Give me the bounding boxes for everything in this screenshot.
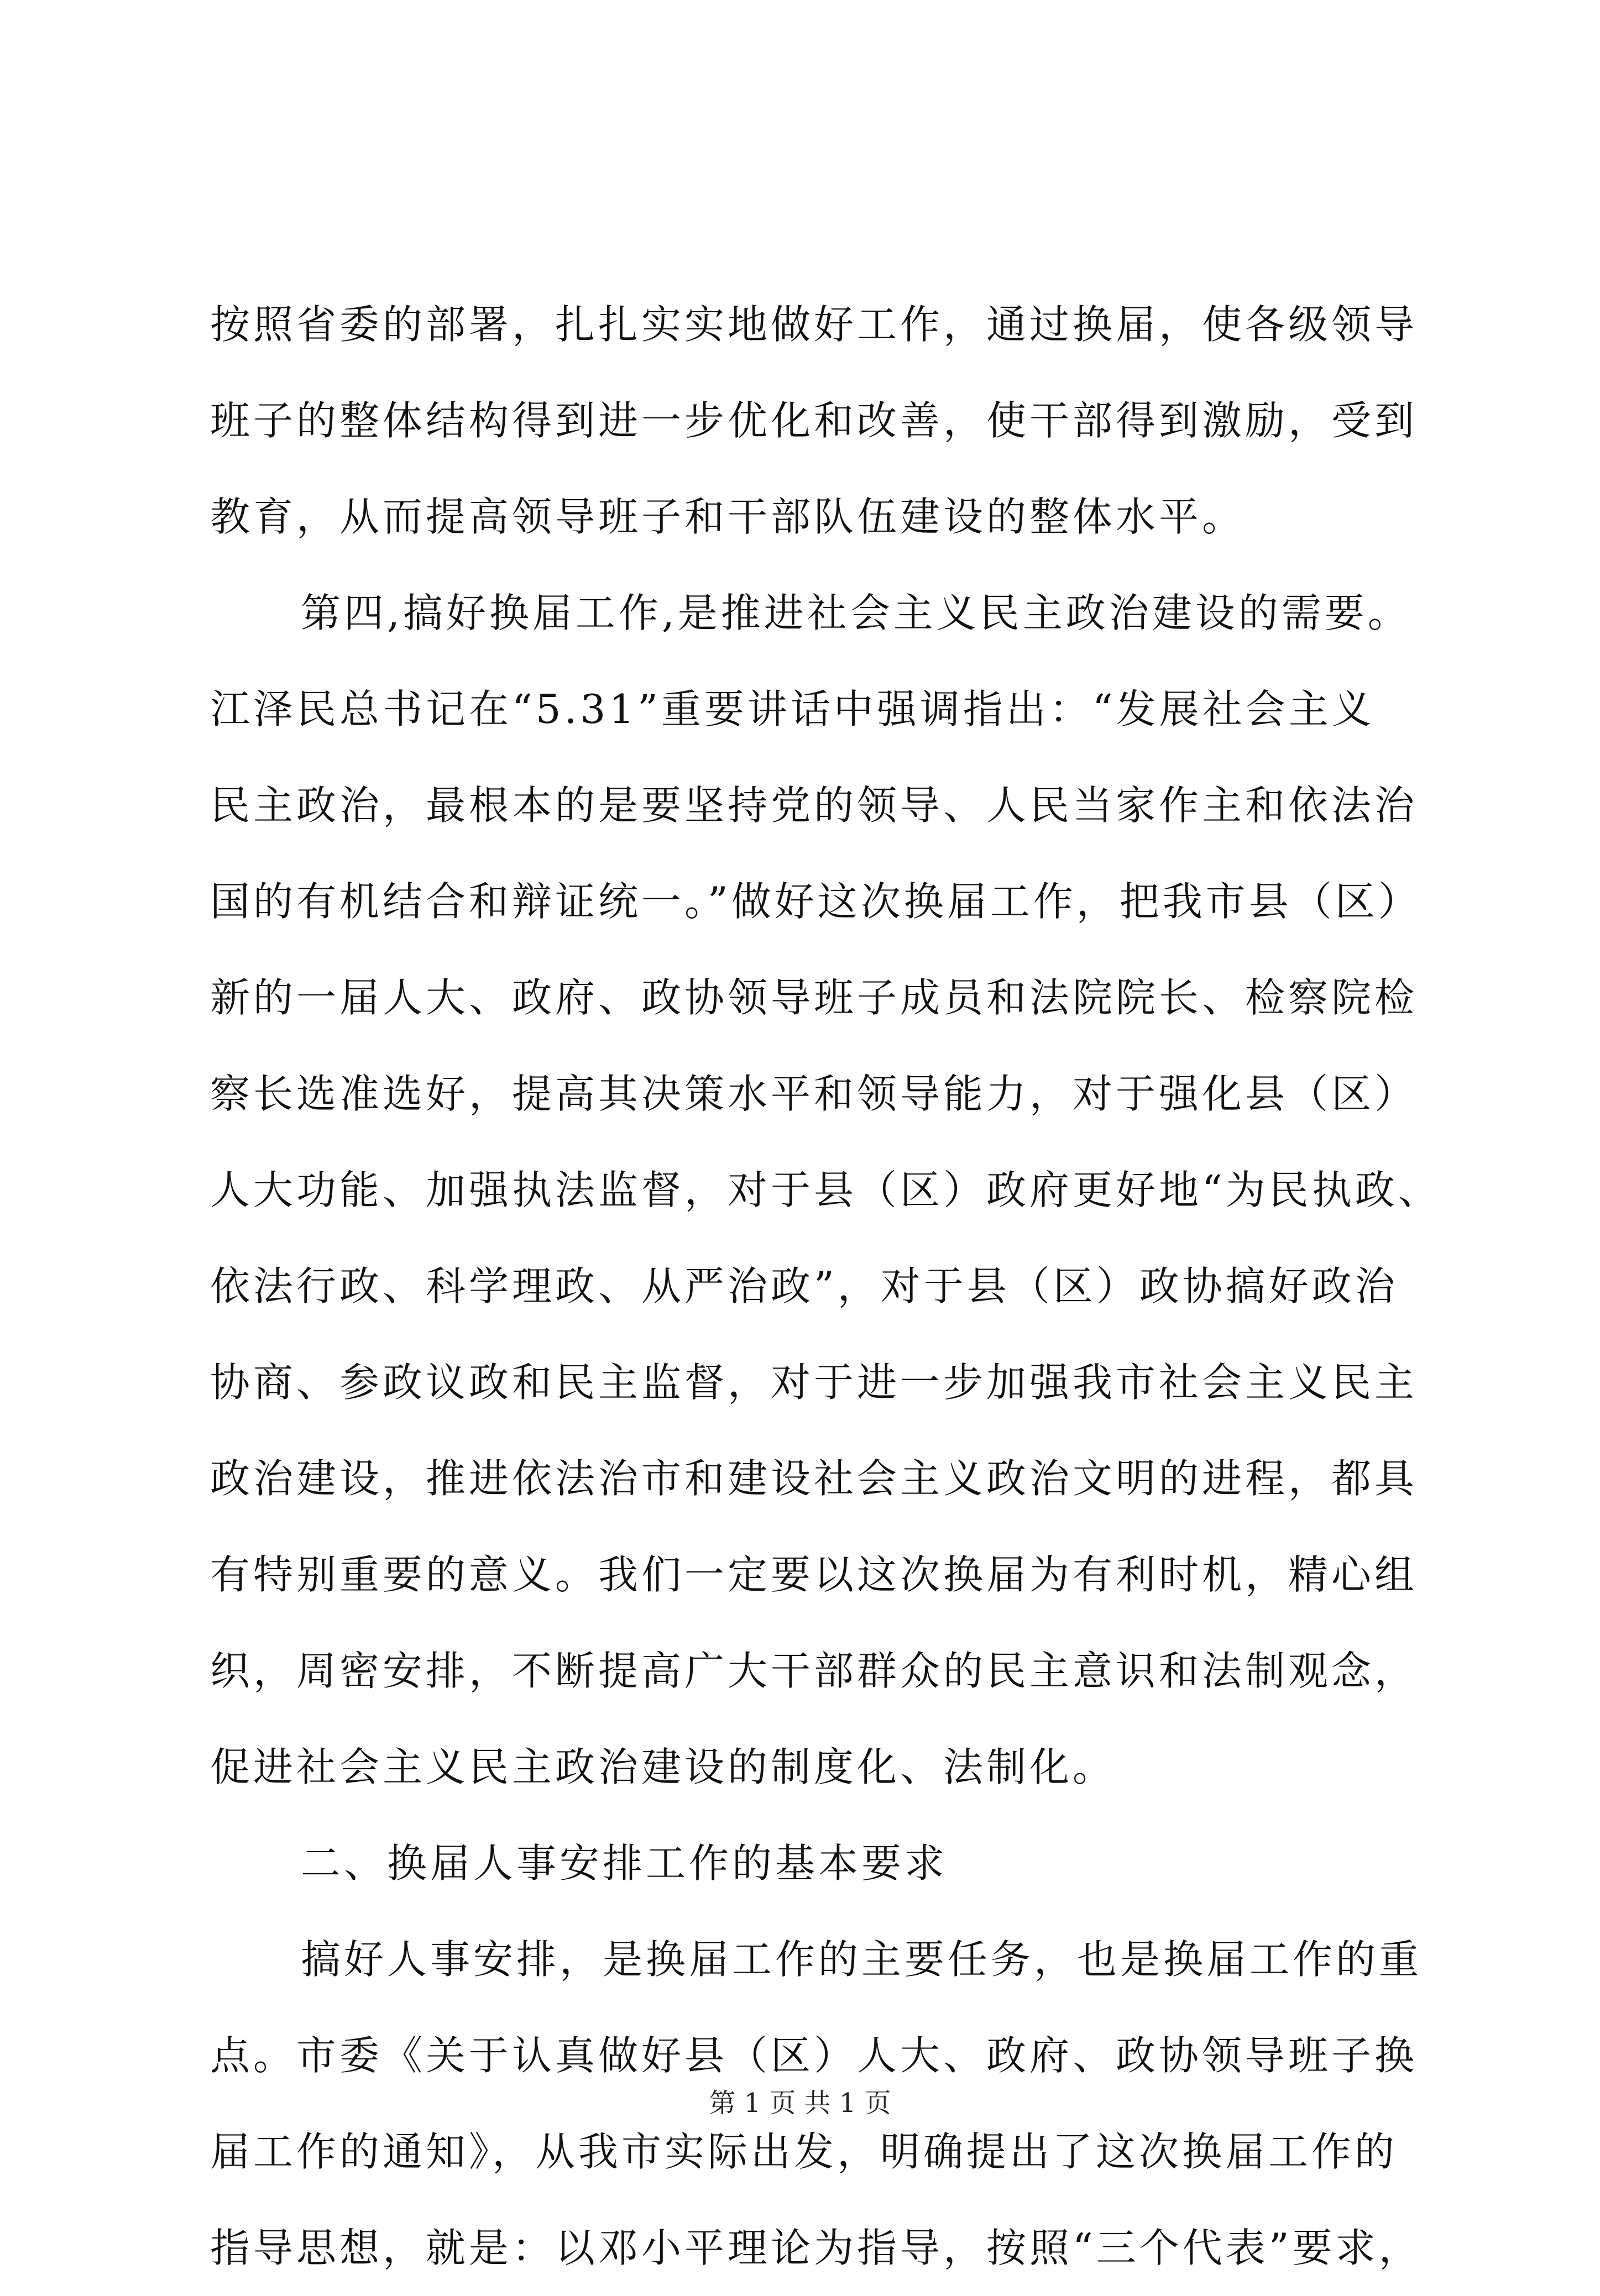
text-line: 江泽民总书记在“5.31”重要讲话中强调指出：“发展社会主义 <box>210 686 1375 732</box>
text-line: 织，周密安排，不断提高广大干部群众的民主意识和法制观念， <box>210 1648 1418 1694</box>
text-line: 教育，从而提高领导班子和干部队伍建设的整体水平。 <box>210 494 1246 540</box>
text-line: 协商、参政议政和民主监督，对于进一步加强我市社会主义民主 <box>210 1359 1418 1406</box>
document-body <box>210 276 1441 2296</box>
text-line: 政治建设，推进依法治市和建设社会主义政治文明的进程，都具 <box>210 1455 1418 1502</box>
text-line: 新的一届人大、政府、政协领导班子成员和法院院长、检察院检 <box>210 974 1418 1021</box>
text-line: 按照省委的部署，扎扎实实地做好工作，通过换届，使各级领导 <box>210 301 1418 348</box>
text-line: 民主政治，最根本的是要坚持党的领导、人民当家作主和依法治 <box>210 782 1418 829</box>
text-line: 人大功能、加强执法监督，对于县（区）政府更好地“为民执政、 <box>210 1167 1441 1213</box>
text-line: 搞好人事安排，是换届工作的主要任务，也是换届工作的重 <box>301 1936 1423 1983</box>
text-line: 有特别重要的意义。我们一定要以这次换届为有利时机，精心组 <box>210 1551 1418 1598</box>
text-line: 国的有机结合和辩证统一。”做好这次换届工作，把我市县（区） <box>210 878 1421 925</box>
text-line: 班子的整体结构得到进一步优化和改善，使干部得到激励，受到 <box>210 397 1418 444</box>
text-line: 察长选准选好，提高其决策水平和领导能力，对于强化县（区） <box>210 1071 1418 1117</box>
text-line: 依法行政、科学理政、从严治政”，对于县（区）政协搞好政治 <box>210 1263 1398 1309</box>
text-line: 指导思想，就是：以邓小平理论为指导，按照“三个代表”要求， <box>210 2225 1422 2271</box>
text-line: 促进社会主义民主政治建设的制度化、法制化。 <box>210 1744 1116 1790</box>
text-line: 点。市委《关于认真做好县（区）人大、政府、政协领导班子换 <box>210 2032 1418 2079</box>
section-heading: 二、换届人事安排工作的基本要求 <box>301 1840 948 1886</box>
text-line: 第四,搞好换届工作,是推进社会主义民主政治建设的需要。 <box>301 590 1411 636</box>
text-line: 届工作的通知》，从我市实际出发，明确提出了这次换届工作的 <box>210 2129 1398 2175</box>
page-footer: 第 1 页 共 1 页 <box>709 2088 891 2119</box>
